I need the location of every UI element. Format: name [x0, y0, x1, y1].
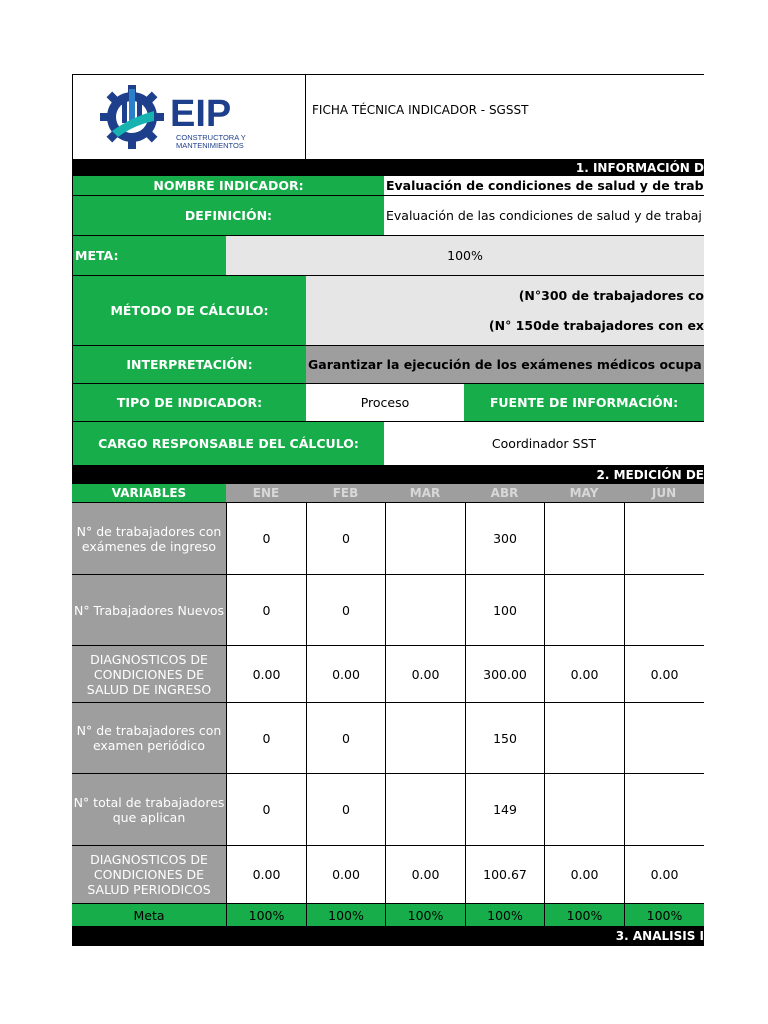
table-cell [385, 702, 465, 773]
table-cell: 0.00 [544, 845, 624, 903]
fuente-label: FUENTE DE INFORMACIÓN: [464, 384, 704, 422]
meta-row-cell: 100% [465, 903, 544, 927]
column-header-feb: FEB [306, 484, 385, 502]
table-cell [385, 502, 465, 574]
table-cell: 100.67 [465, 845, 544, 903]
column-header-variables: VARIABLES [72, 484, 226, 502]
column-header-mar: MAR [385, 484, 465, 502]
table-cell [624, 702, 704, 773]
tipo-value: Proceso [306, 384, 464, 422]
metodo-value [306, 276, 704, 346]
table-cell: 0.00 [624, 845, 704, 903]
svg-text:EIP: EIP [170, 93, 232, 135]
indicator-sheet [72, 74, 704, 946]
interpretacion-value: Garantizar la ejecución de los exámenes médicos ocupa [306, 346, 704, 384]
table-row-label: N° de trabajadores con examen periódico [72, 702, 226, 773]
column-header-abr: ABR [465, 484, 544, 502]
metodo-line-1: (N°300 de trabajadores co [518, 288, 704, 303]
table-cell [624, 502, 704, 574]
table-cell: 0 [226, 502, 306, 574]
column-header-jun: JUN [624, 484, 704, 502]
tipo-label: TIPO DE INDICADOR: [72, 384, 306, 422]
table-cell [544, 702, 624, 773]
table-cell: 300.00 [465, 645, 544, 702]
nombre-label: NOMBRE INDICADOR: [72, 176, 384, 196]
meta-row-label: Meta [72, 903, 226, 927]
section2-title: 2. MEDICIÓN DE [72, 466, 704, 484]
meta-row-cell: 100% [544, 903, 624, 927]
logo-cell [72, 74, 306, 160]
definicion-label: DEFINICIÓN: [72, 196, 384, 236]
table-cell [624, 574, 704, 645]
section3-title: 3. ANALISIS I [72, 927, 704, 946]
table-cell: 300 [465, 502, 544, 574]
table-cell [385, 773, 465, 845]
table-cell: 0 [226, 773, 306, 845]
meta-row-cell: 100% [226, 903, 306, 927]
table-cell: 0.00 [385, 645, 465, 702]
table-cell: 0.00 [306, 645, 385, 702]
table-cell: 0.00 [624, 645, 704, 702]
table-cell: 0 [226, 574, 306, 645]
table-cell: 0 [306, 502, 385, 574]
sheet-title: FICHA TÉCNICA INDICADOR - SGSST [306, 74, 704, 160]
meta-row-cell: 100% [306, 903, 385, 927]
table-row-label: DIAGNOSTICOS DE CONDICIONES DE SALUD DE INGRESO [72, 645, 226, 702]
eip-logo-icon [94, 82, 284, 152]
meta-label: META: [72, 236, 226, 276]
table-cell [544, 574, 624, 645]
table-cell: 0 [306, 773, 385, 845]
table-cell: 0.00 [226, 645, 306, 702]
table-cell [385, 574, 465, 645]
table-row-label: N° de trabajadores con exámenes de ingreso [72, 502, 226, 574]
metodo-label: MÉTODO DE CÁLCULO: [72, 276, 306, 346]
table-cell: 0 [306, 702, 385, 773]
svg-text:CONSTRUCTORA Y: CONSTRUCTORA Y [176, 133, 246, 142]
svg-text:MANTENIMIENTOS: MANTENIMIENTOS [176, 141, 244, 150]
interpretacion-label: INTERPRETACIÓN: [72, 346, 306, 384]
table-row-label: N° total de trabajadores que aplican [72, 773, 226, 845]
definicion-value: Evaluación de las condiciones de salud y de trabaj [384, 196, 704, 236]
table-cell: 150 [465, 702, 544, 773]
meta-row-cell: 100% [385, 903, 465, 927]
table-cell: 0.00 [544, 645, 624, 702]
table-cell: 0.00 [385, 845, 465, 903]
table-cell: 149 [465, 773, 544, 845]
table-cell: 100 [465, 574, 544, 645]
meta-value: 100% [226, 236, 704, 276]
nombre-value: Evaluación de condiciones de salud y de trab [384, 176, 704, 196]
table-row-label: N° Trabajadores Nuevos [72, 574, 226, 645]
column-header-ene: ENE [226, 484, 306, 502]
table-cell [624, 773, 704, 845]
section1-title: 1. INFORMACIÓN D [72, 160, 704, 176]
metodo-line-2: (N° 150de trabajadores con ex [488, 318, 704, 333]
table-cell [544, 502, 624, 574]
table-cell: 0 [226, 702, 306, 773]
meta-row-cell: 100% [624, 903, 704, 927]
cargo-label: CARGO RESPONSABLE DEL CÁLCULO: [72, 422, 384, 466]
cargo-value: Coordinador SST [384, 422, 704, 466]
table-cell: 0.00 [226, 845, 306, 903]
table-row-label: DIAGNOSTICOS DE CONDICIONES DE SALUD PERIODICOS [72, 845, 226, 903]
table-cell [544, 773, 624, 845]
table-cell: 0.00 [306, 845, 385, 903]
table-cell: 0 [306, 574, 385, 645]
column-header-may: MAY [544, 484, 624, 502]
